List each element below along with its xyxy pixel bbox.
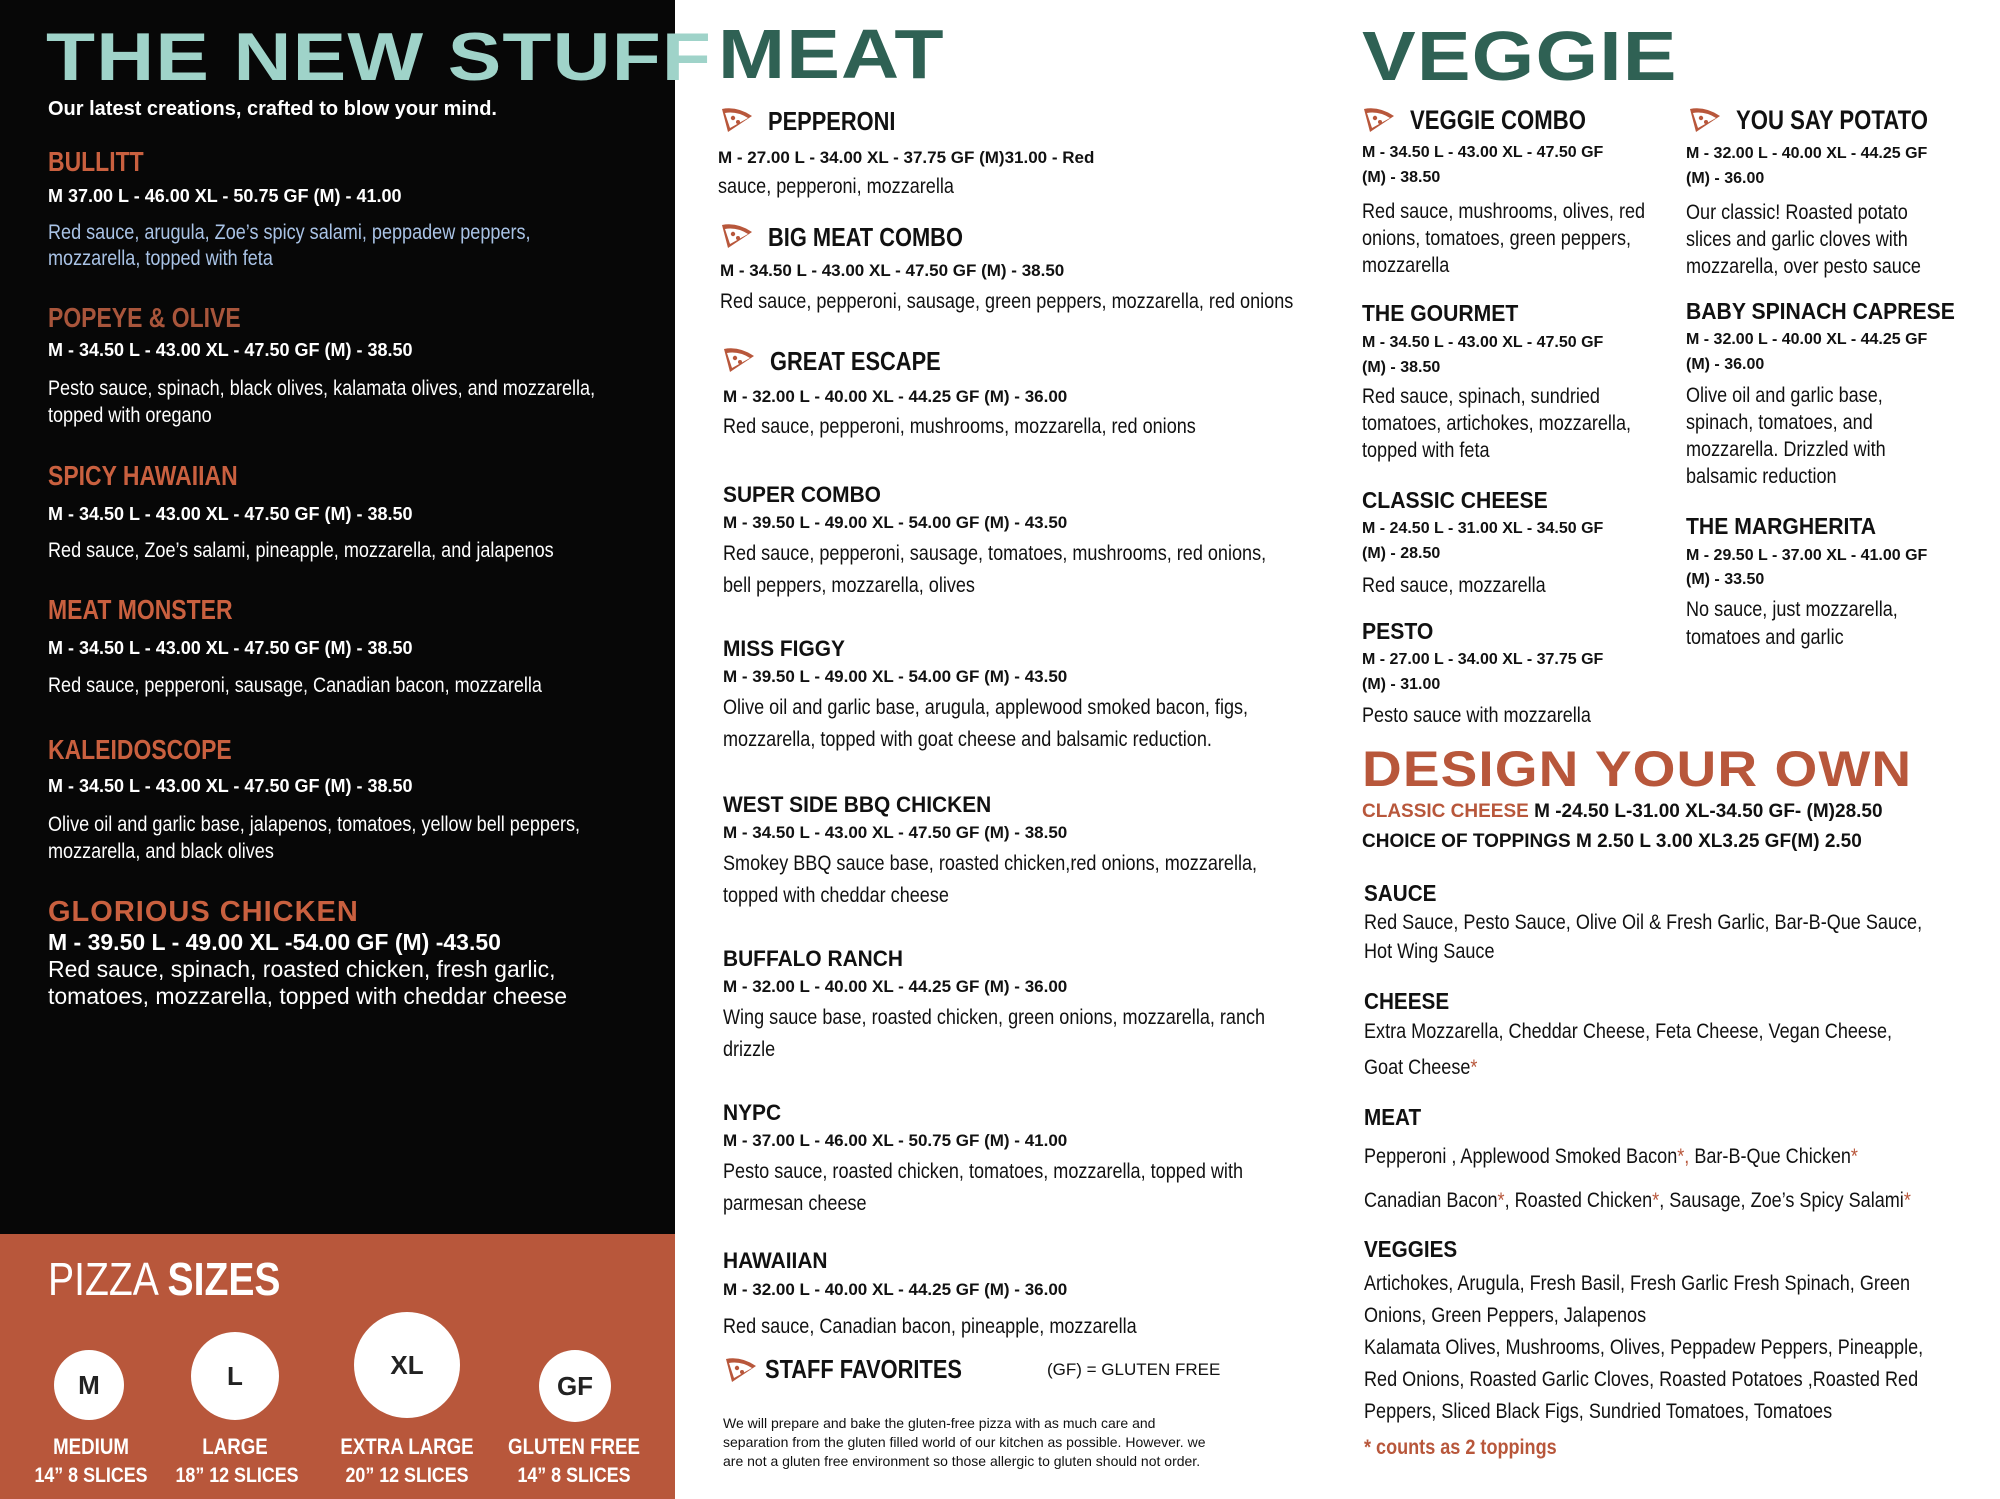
item-name: PEPPERONI bbox=[768, 106, 896, 136]
item-name: THE GOURMET bbox=[1362, 300, 1519, 326]
classic-cheese-base-prices: M -24.50 L-31.00 XL-34.50 GF- (M)28.50 bbox=[1528, 801, 1883, 822]
double-topping-star: * bbox=[1652, 1189, 1660, 1212]
pizza-slice-icon bbox=[720, 222, 754, 250]
item-prices: M - 32.00 L - 40.00 XL - 44.25 GF (M) - 36.00 bbox=[723, 1280, 1068, 1299]
item-desc: Red sauce, pepperoni, sausage, tomatoes, mushrooms, red onions, bbox=[723, 542, 1267, 565]
pizza-slice-icon bbox=[724, 1356, 758, 1384]
item-prices: (M) - 28.50 bbox=[1362, 545, 1441, 562]
size-detail: 18” 12 SLICES bbox=[175, 1464, 299, 1487]
item-desc: tomatoes and garlic bbox=[1686, 626, 1844, 649]
item-prices: M - 34.50 L - 43.00 XL - 47.50 GF bbox=[1362, 144, 1604, 161]
item-prices: M - 34.50 L - 43.00 XL - 47.50 GF (M) - 38.50 bbox=[48, 504, 413, 524]
item-desc: Our classic! Roasted potato bbox=[1686, 201, 1908, 224]
item-name: POPEYE & OLIVE bbox=[48, 302, 241, 333]
item-name: CLASSIC CHEESE bbox=[1362, 487, 1548, 513]
meat-toppings-list bbox=[1364, 1141, 1858, 1173]
item-desc: Olive oil and garlic base, arugula, applewood smoked bacon, figs, bbox=[723, 696, 1249, 719]
meat-topping-item: Canadian Bacon bbox=[1364, 1189, 1498, 1212]
item-name: MEAT MONSTER bbox=[48, 594, 233, 625]
item-desc: mozzarella. Drizzled with bbox=[1686, 438, 1886, 461]
item-prices: M - 32.00 L - 40.00 XL - 44.25 GF bbox=[1686, 145, 1928, 162]
double-topping-star: * bbox=[1903, 1189, 1911, 1212]
item-name: MISS FIGGY bbox=[723, 636, 845, 661]
item-desc: Red sauce, mushrooms, olives, red bbox=[1362, 200, 1646, 223]
item-prices: M - 39.50 L - 49.00 XL - 54.00 GF (M) - 43.50 bbox=[723, 667, 1068, 686]
size-detail: 14” 8 SLICES bbox=[34, 1464, 148, 1487]
item-desc: No sauce, just mozzarella, bbox=[1686, 598, 1898, 621]
size-name: MEDIUM bbox=[53, 1434, 129, 1459]
veggies-title: VEGGIES bbox=[1364, 1236, 1458, 1262]
new-stuff-title: THE NEW STUFF bbox=[46, 19, 713, 95]
size-name: EXTRA LARGE bbox=[340, 1434, 474, 1459]
item-name: PESTO bbox=[1362, 618, 1434, 644]
item-prices: (M) - 36.00 bbox=[1686, 170, 1765, 187]
item-desc: drizzle bbox=[723, 1038, 776, 1061]
item-name: BABY SPINACH CAPRESE bbox=[1686, 298, 1955, 324]
pizza-sizes-title-light: PIZZA bbox=[48, 1253, 157, 1305]
item-prices: M - 27.00 L - 34.00 XL - 37.75 GF (M)31.00 - Red bbox=[718, 148, 1095, 167]
item-prices: M - 39.50 L - 49.00 XL -54.00 GF (M) -43.50 bbox=[48, 929, 501, 955]
item-desc: topped with oregano bbox=[48, 404, 212, 427]
item-prices: M - 27.00 L - 34.00 XL - 37.75 GF bbox=[1362, 651, 1604, 668]
item-desc: spinach, tomatoes, and bbox=[1686, 411, 1873, 434]
item-prices: M - 32.00 L - 40.00 XL - 44.25 GF (M) - 36.00 bbox=[723, 977, 1068, 996]
new-stuff-intro: Our latest creations, crafted to blow your mind. bbox=[48, 98, 497, 120]
item-name: BUFFALO RANCH bbox=[723, 946, 903, 971]
gluten-free-disclaimer: are not a gluten free environment so those allergic to gluten should not order. bbox=[723, 1453, 1201, 1469]
toppings-label: CHOICE OF TOPPINGS bbox=[1362, 831, 1571, 852]
meat-topping-item: Pepperoni , Applewood Smoked Bacon bbox=[1364, 1145, 1678, 1168]
item-desc: parmesan cheese bbox=[723, 1192, 867, 1215]
item-name: VEGGIE COMBO bbox=[1410, 105, 1586, 135]
item-prices: M - 32.00 L - 40.00 XL - 44.25 GF bbox=[1686, 331, 1928, 348]
item-name: HAWAIIAN bbox=[723, 1248, 828, 1273]
item-desc: Red sauce, spinach, roasted chicken, fresh garlic, bbox=[48, 956, 556, 982]
meat-topping-item: Bar-B-Que Chicken bbox=[1689, 1145, 1851, 1168]
item-desc: Red sauce, spinach, sundried bbox=[1362, 385, 1600, 408]
size-badge-l: L bbox=[191, 1332, 279, 1420]
item-desc: tomatoes, mozzarella, topped with cheddar cheese bbox=[48, 983, 568, 1009]
item-desc: topped with feta bbox=[1362, 439, 1490, 462]
item-desc: topped with cheddar cheese bbox=[723, 884, 949, 907]
item-name: WEST SIDE BBQ CHICKEN bbox=[723, 792, 992, 817]
item-desc: mozzarella bbox=[1362, 254, 1450, 277]
item-name: BIG MEAT COMBO bbox=[768, 222, 963, 252]
item-desc: mozzarella, and black olives bbox=[48, 840, 274, 863]
item-desc: Wing sauce base, roasted chicken, green onions, mozzarella, ranch bbox=[723, 1006, 1266, 1029]
item-prices: M - 24.50 L - 31.00 XL - 34.50 GF bbox=[1362, 520, 1604, 537]
item-desc: Pesto sauce, spinach, black olives, kalamata olives, and mozzarella, bbox=[48, 377, 596, 400]
cheese-item: Goat Cheese bbox=[1364, 1056, 1471, 1079]
item-name: YOU SAY POTATO bbox=[1736, 105, 1928, 135]
item-desc: Red sauce, arugula, Zoe’s spicy salami, peppadew peppers, bbox=[48, 221, 531, 244]
pizza-sizes-title-bold: SIZES bbox=[167, 1253, 281, 1305]
meat-topping-item: , Roasted Chicken bbox=[1504, 1189, 1653, 1212]
toppings-prices: M 2.50 L 3.00 XL3.25 GF(M) 2.50 bbox=[1570, 831, 1862, 852]
item-desc: Smokey BBQ sauce base, roasted chicken,red onions, mozzarella, bbox=[723, 852, 1258, 875]
item-desc: Olive oil and garlic base, jalapenos, tomatoes, yellow bell peppers, bbox=[48, 813, 581, 836]
meat-section-title: MEAT bbox=[718, 15, 945, 93]
item-prices: M - 34.50 L - 43.00 XL - 47.50 GF (M) - 38.50 bbox=[48, 776, 413, 796]
gluten-free-disclaimer: separation from the gluten filled world of our kitchen as possible. However. we bbox=[723, 1434, 1206, 1450]
item-prices: M - 34.50 L - 43.00 XL - 47.50 GF (M) - 38.50 bbox=[48, 340, 413, 360]
item-prices: M - 29.50 L - 37.00 XL - 41.00 GF bbox=[1686, 547, 1928, 564]
item-desc: bell peppers, mozzarella, olives bbox=[723, 574, 975, 597]
item-prices: (M) - 36.00 bbox=[1686, 356, 1765, 373]
veggies-list: Red Onions, Roasted Garlic Cloves, Roasted Potatoes ,Roasted Red bbox=[1364, 1368, 1919, 1391]
item-prices: (M) - 38.50 bbox=[1362, 359, 1441, 376]
gluten-free-legend: (GF) = GLUTEN FREE bbox=[1047, 1360, 1221, 1379]
double-topping-star: *, bbox=[1677, 1145, 1690, 1168]
pizza-sizes-title bbox=[48, 1252, 281, 1306]
item-prices: M - 34.50 L - 43.00 XL - 47.50 GF (M) - 38.50 bbox=[48, 638, 413, 658]
design-your-own-title: DESIGN YOUR OWN bbox=[1362, 741, 1913, 797]
double-topping-star: * bbox=[1470, 1056, 1478, 1079]
size-badge-gf: GF bbox=[539, 1350, 611, 1422]
item-name: THE MARGHERITA bbox=[1686, 513, 1877, 539]
size-name: GLUTEN FREE bbox=[508, 1434, 640, 1459]
item-desc: Red sauce, pepperoni, mushrooms, mozzarella, red onions bbox=[723, 415, 1196, 438]
item-prices: (M) - 33.50 bbox=[1686, 571, 1765, 588]
size-badge-m: M bbox=[54, 1350, 124, 1420]
item-name: KALEIDOSCOPE bbox=[48, 734, 232, 765]
size-detail: 20” 12 SLICES bbox=[345, 1464, 469, 1487]
item-prices: M - 39.50 L - 49.00 XL - 54.00 GF (M) - 43.50 bbox=[723, 513, 1068, 532]
item-desc: Red sauce, pepperoni, sausage, Canadian bacon, mozzarella bbox=[48, 674, 542, 697]
item-prices: (M) - 31.00 bbox=[1362, 676, 1441, 693]
veggies-list: Kalamata Olives, Mushrooms, Olives, Peppadew Peppers, Pineapple, bbox=[1364, 1336, 1924, 1359]
item-desc: Pesto sauce, roasted chicken, tomatoes, mozzarella, topped with bbox=[723, 1160, 1244, 1183]
veggies-list: Peppers, Sliced Black Figs, Sundried Tomatoes, Tomatoes bbox=[1364, 1400, 1833, 1423]
sauce-list: Red Sauce, Pesto Sauce, Olive Oil & Fresh Garlic, Bar-B-Que Sauce, bbox=[1364, 911, 1923, 934]
cheese-list: Extra Mozzarella, Cheddar Cheese, Feta Cheese, Vegan Cheese, bbox=[1364, 1020, 1893, 1043]
item-name: SPICY HAWAIIAN bbox=[48, 460, 238, 491]
item-desc: sauce, pepperoni, mozzarella bbox=[718, 175, 954, 198]
item-prices: M - 37.00 L - 46.00 XL - 50.75 GF (M) - 41.00 bbox=[723, 1131, 1068, 1150]
classic-cheese-base-label: CLASSIC CHEESE bbox=[1362, 801, 1529, 822]
item-name: GREAT ESCAPE bbox=[770, 346, 941, 376]
cheese-title: CHEESE bbox=[1364, 988, 1450, 1014]
meat-toppings-title: MEAT bbox=[1364, 1104, 1422, 1130]
toppings-price-row bbox=[1362, 831, 1862, 853]
item-desc: tomatoes, artichokes, mozzarella, bbox=[1362, 412, 1632, 435]
pizza-slice-icon bbox=[1688, 106, 1722, 134]
item-name: BULLITT bbox=[48, 146, 144, 177]
pizza-slice-icon bbox=[720, 106, 754, 134]
gluten-free-disclaimer: We will prepare and bake the gluten-free pizza with as much care and bbox=[723, 1415, 1156, 1431]
size-name: LARGE bbox=[202, 1434, 268, 1459]
veggies-list: Artichokes, Arugula, Fresh Basil, Fresh Garlic Fresh Spinach, Green bbox=[1364, 1272, 1911, 1295]
staff-favorites-legend: STAFF FAVORITES bbox=[765, 1354, 962, 1384]
item-prices: M - 34.50 L - 43.00 XL - 47.50 GF (M) - 38.50 bbox=[723, 823, 1068, 842]
item-prices: M - 34.50 L - 43.00 XL - 47.50 GF (M) - 38.50 bbox=[720, 261, 1065, 280]
size-detail: 14” 8 SLICES bbox=[517, 1464, 631, 1487]
item-prices: M - 34.50 L - 43.00 XL - 47.50 GF bbox=[1362, 334, 1604, 351]
item-desc: Red sauce, pepperoni, sausage, green peppers, mozzarella, red onions bbox=[720, 290, 1294, 313]
item-prices: (M) - 38.50 bbox=[1362, 169, 1441, 186]
double-topping-star: * bbox=[1497, 1189, 1505, 1212]
item-name: GLORIOUS CHICKEN bbox=[48, 896, 359, 928]
pizza-slice-icon bbox=[722, 346, 756, 374]
meat-topping-item: , Sausage, Zoe’s Spicy Salami bbox=[1659, 1189, 1904, 1212]
item-desc: Red sauce, Canadian bacon, pineapple, mozzarella bbox=[723, 1315, 1137, 1338]
item-desc: Red sauce, Zoe’s salami, pineapple, mozzarella, and jalapenos bbox=[48, 539, 554, 562]
classic-cheese-base-row bbox=[1362, 801, 1883, 823]
cheese-list bbox=[1364, 1052, 1477, 1084]
sauce-title: SAUCE bbox=[1364, 880, 1437, 906]
item-name: NYPC bbox=[723, 1100, 782, 1125]
item-prices: M - 32.00 L - 40.00 XL - 44.25 GF (M) - 36.00 bbox=[723, 387, 1068, 406]
sauce-list: Hot Wing Sauce bbox=[1364, 940, 1495, 963]
item-desc: onions, tomatoes, green peppers, bbox=[1362, 227, 1632, 250]
meat-toppings-list bbox=[1364, 1185, 1911, 1217]
double-topping-footnote: * counts as 2 toppings bbox=[1364, 1436, 1557, 1459]
item-desc: Olive oil and garlic base, bbox=[1686, 384, 1883, 407]
item-desc: mozzarella, over pesto sauce bbox=[1686, 255, 1921, 278]
item-desc: Red sauce, mozzarella bbox=[1362, 574, 1546, 597]
item-desc: mozzarella, topped with feta bbox=[48, 247, 273, 270]
size-badge-xl: XL bbox=[354, 1312, 460, 1418]
item-desc: mozzarella, topped with goat cheese and balsamic reduction. bbox=[723, 728, 1212, 751]
item-desc: slices and garlic cloves with bbox=[1686, 228, 1908, 251]
item-desc: balsamic reduction bbox=[1686, 465, 1837, 488]
pizza-slice-icon bbox=[1362, 106, 1396, 134]
item-name: SUPER COMBO bbox=[723, 482, 881, 507]
double-topping-star: * bbox=[1850, 1145, 1858, 1168]
item-desc: Pesto sauce with mozzarella bbox=[1362, 704, 1591, 727]
item-prices: M 37.00 L - 46.00 XL - 50.75 GF (M) - 41.00 bbox=[48, 186, 402, 206]
veggie-section-title: VEGGIE bbox=[1362, 17, 1678, 95]
veggies-list: Onions, Green Peppers, Jalapenos bbox=[1364, 1304, 1647, 1327]
